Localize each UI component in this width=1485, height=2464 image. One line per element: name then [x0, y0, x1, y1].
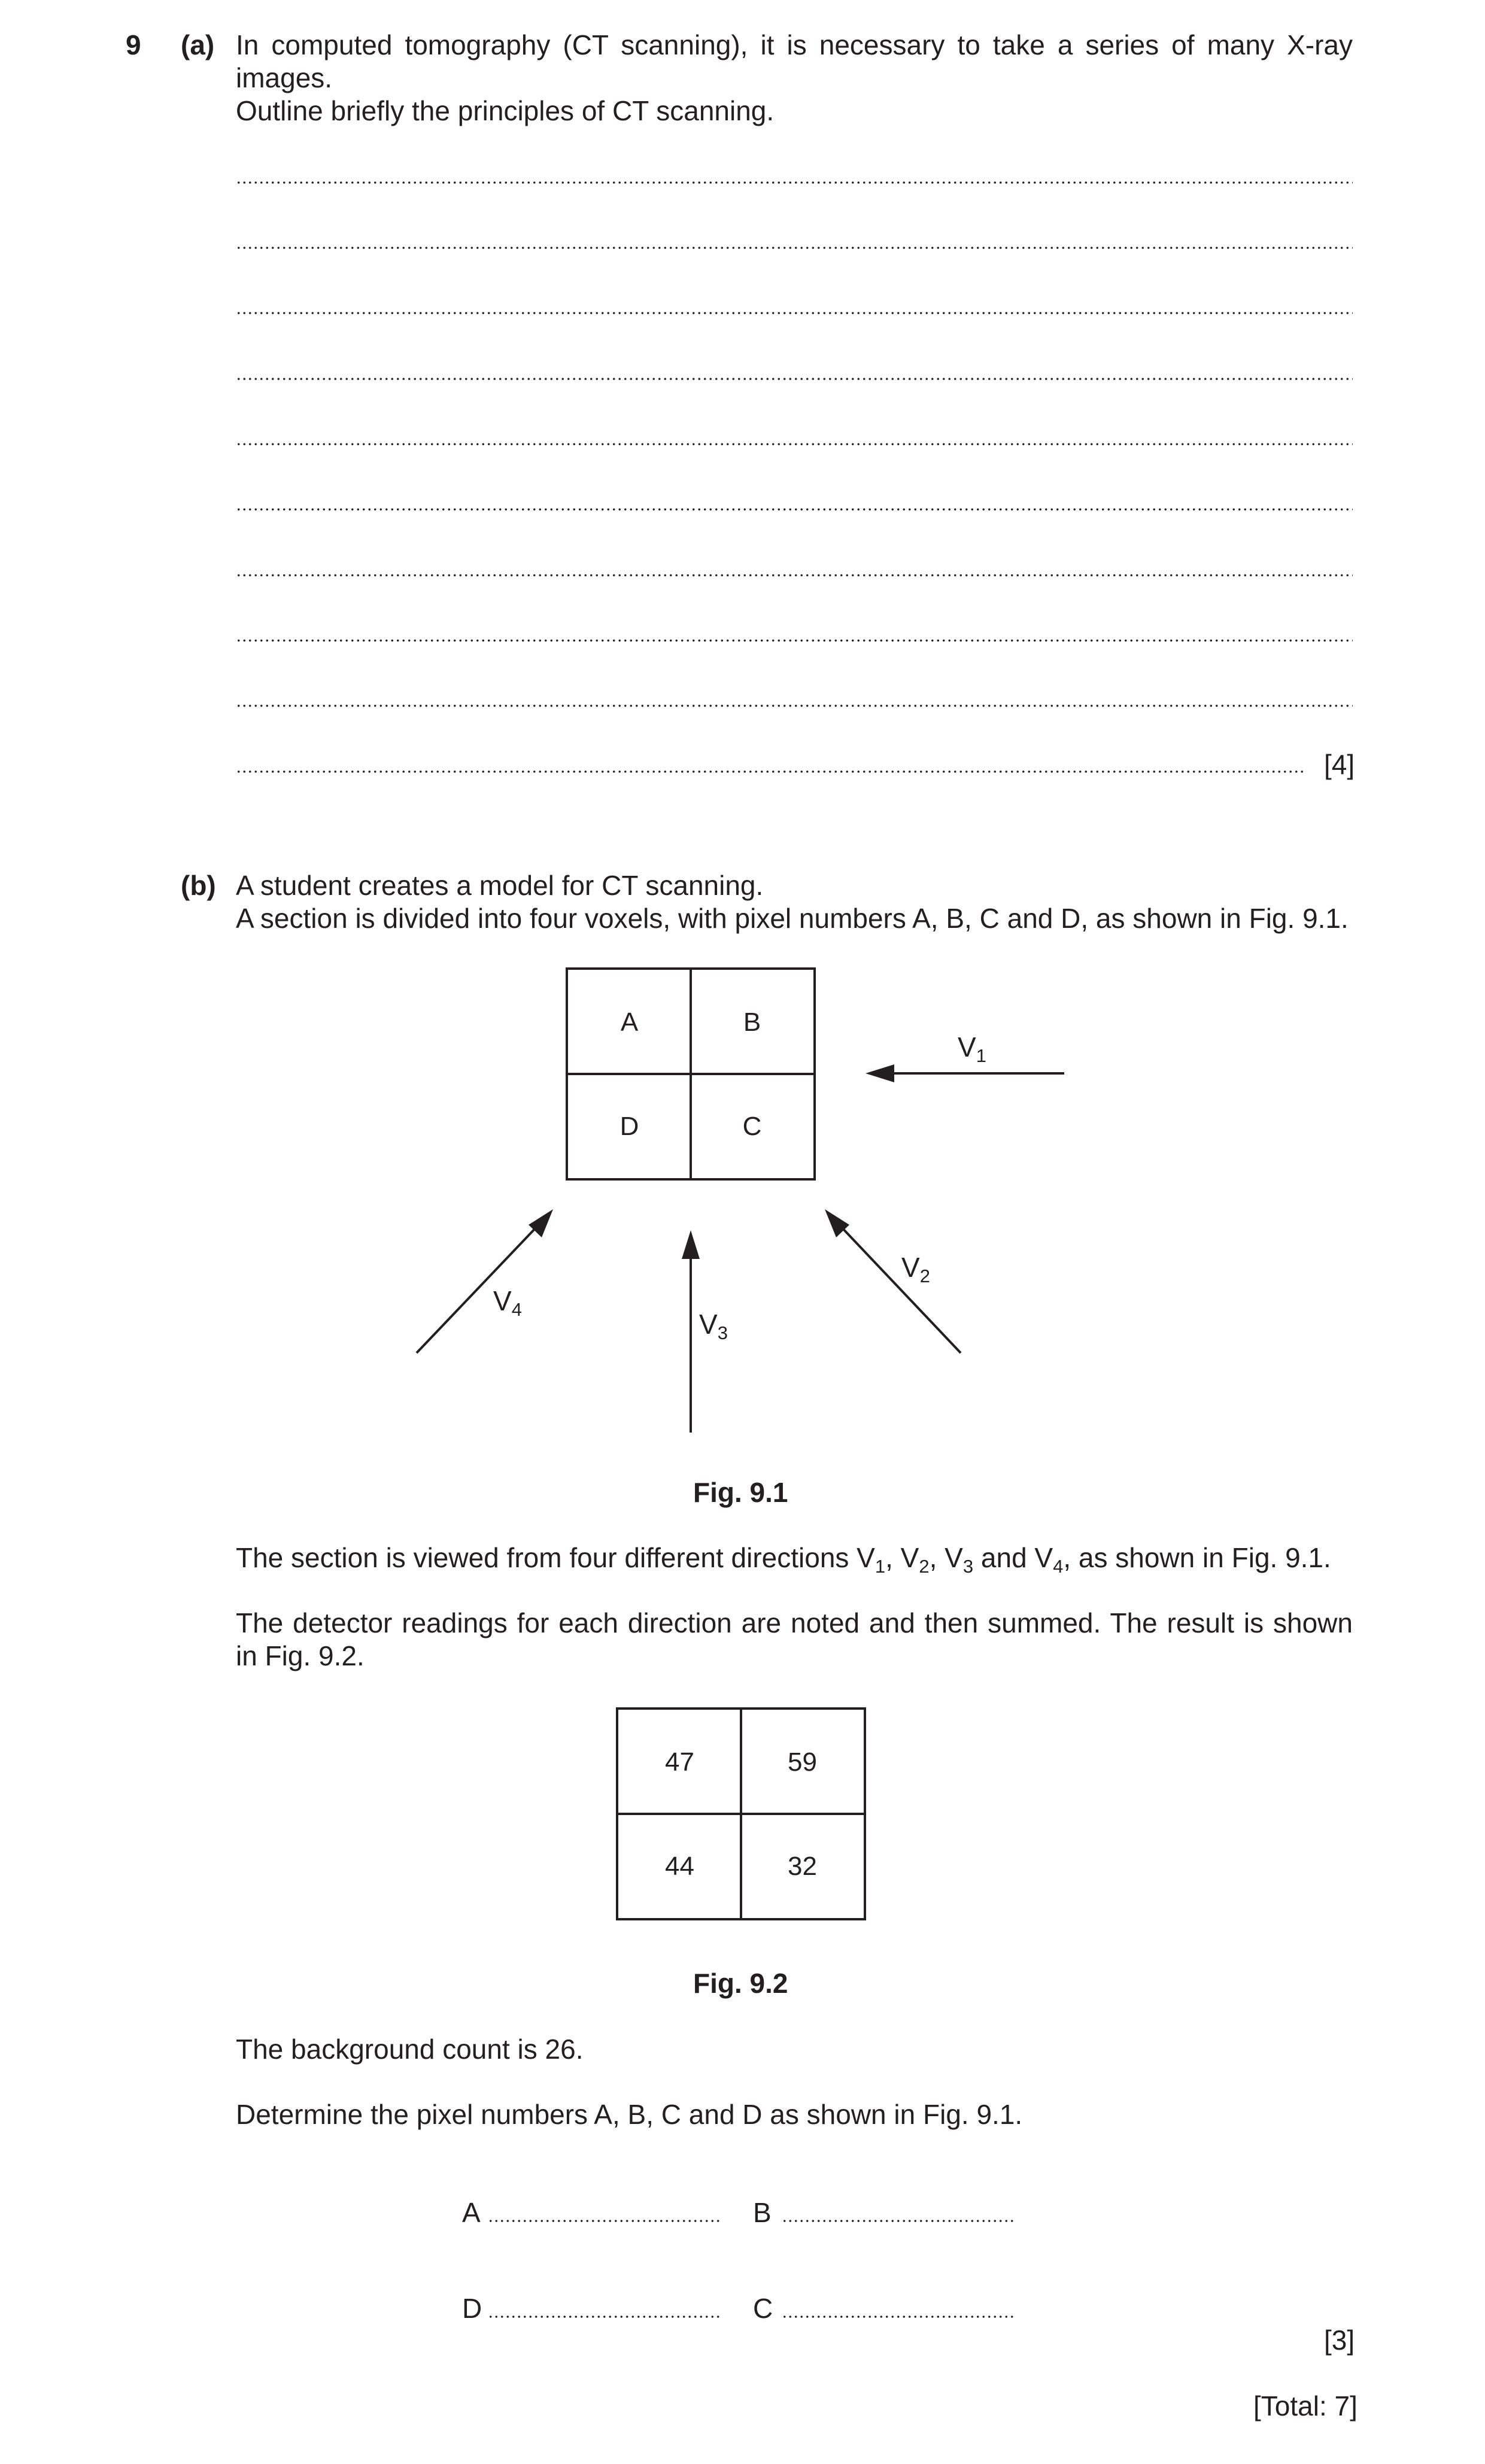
part-a-prompt: In computed tomography (CT scanning), it is necessary to take a series of many X-ray images. — [236, 29, 1353, 93]
part-b-label: (b) — [181, 870, 216, 901]
label-v1: $V_1$ — [958, 1031, 986, 1066]
reading-bottom-right: 32 — [788, 1851, 817, 1881]
answer-label-c: C — [753, 2293, 773, 2324]
part-b-line1: A student creates a model for CT scanning. — [236, 870, 764, 901]
reading-bottom-left: 44 — [665, 1851, 694, 1881]
arrow-v3 — [682, 1230, 700, 1433]
answer-label-b: B — [753, 2197, 772, 2228]
summed-readings-grid — [616, 1707, 866, 1920]
part-b-line2: A section is divided into four voxels, with pixel numbers A, B, C and D, as shown in Fig. 9.1. — [236, 903, 1349, 934]
label-v4: $V_4$ — [493, 1285, 522, 1320]
voxel-d: D — [619, 1111, 639, 1141]
reading-top-right: 59 — [788, 1747, 817, 1777]
reading-top-left: 47 — [665, 1747, 694, 1777]
background-text: The background count is 26. — [236, 2034, 584, 2065]
determine-text: Determine the pixel numbers A, B, C and D as shown in Fig. 9.1. — [236, 2099, 1023, 2130]
total-marks: [Total: 7] — [1253, 2390, 1358, 2421]
voxel-c: C — [742, 1111, 762, 1141]
part-a-label: (a) — [181, 29, 215, 60]
question-number: 9 — [126, 29, 141, 60]
arrow-v4 — [417, 1209, 553, 1353]
arrow-v1 — [866, 1064, 1064, 1082]
answer-field-d[interactable] — [488, 2316, 722, 2318]
voxel-a: A — [620, 1007, 639, 1037]
part-a-instruction: Outline briefly the principles of CT scanning. — [236, 95, 775, 126]
answer-field-a[interactable] — [488, 2220, 722, 2222]
answer-label-a: A — [462, 2197, 481, 2228]
label-v3: $V_3$ — [699, 1309, 728, 1343]
marks-b: [3] — [1324, 2325, 1355, 2356]
label-v2: $V_2$ — [901, 1252, 930, 1286]
arrow-v2 — [825, 1209, 961, 1353]
answer-field-b[interactable] — [782, 2220, 1016, 2222]
answer-label-d: D — [462, 2293, 482, 2324]
marks-a: [4] — [1324, 749, 1355, 780]
fig-9-2-caption: Fig. 9.2 — [693, 1968, 788, 1999]
answer-field-c[interactable] — [782, 2316, 1016, 2318]
fig-9-1-caption: Fig. 9.1 — [693, 1477, 788, 1508]
detector-text: The detector readings for each direction are noted and then summed. The result is shown in Fig. 9.2. — [236, 1607, 1353, 1671]
voxel-b: B — [743, 1007, 761, 1037]
directions-text: The section is viewed from four different directions $V_1$, $V_2$, $V_3$ and $V_4$, as shown in Fig. 9.1. — [236, 1542, 1331, 1577]
